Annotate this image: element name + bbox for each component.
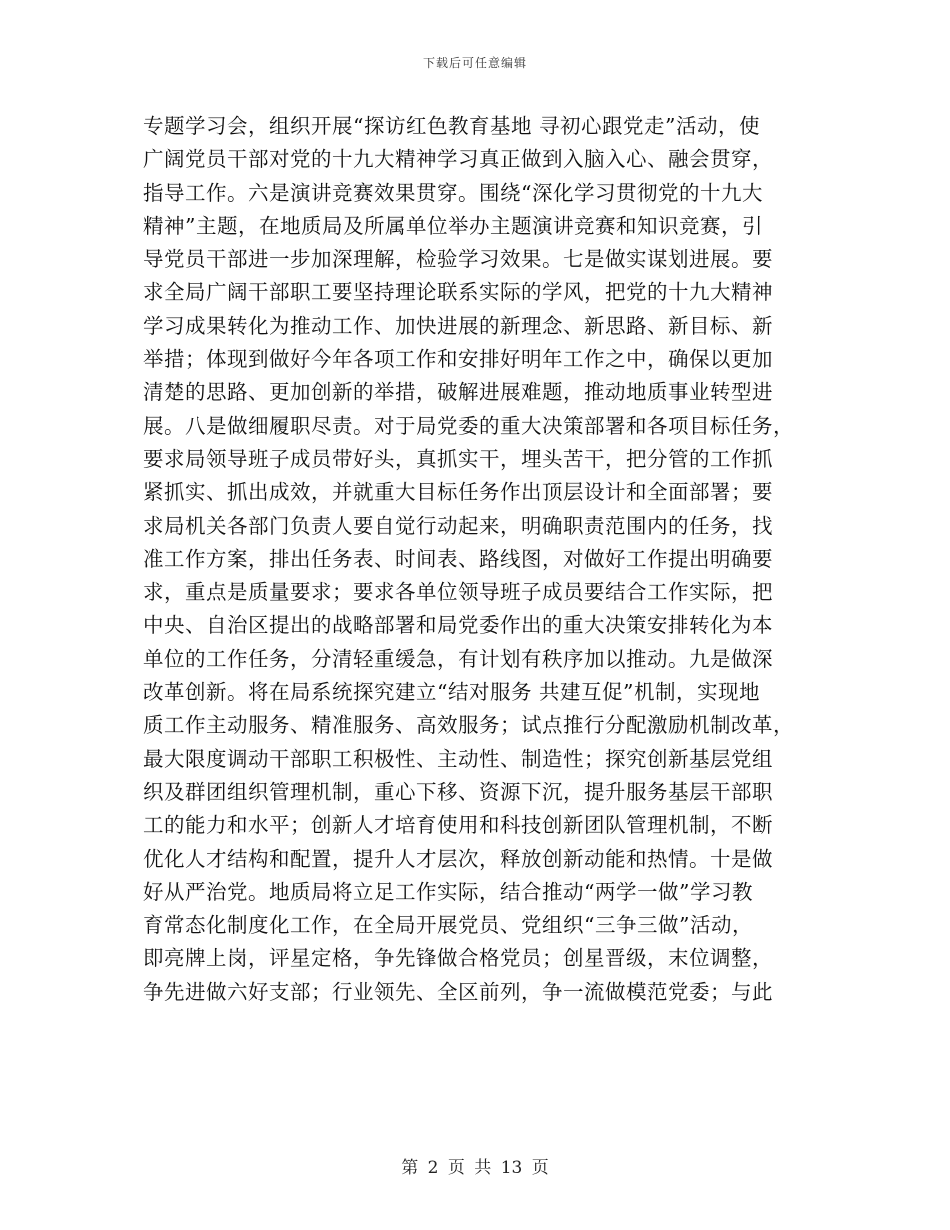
text-line: 专题学习会，组织开展“探访红色教育基地 寻初心跟党走”活动，使	[143, 114, 760, 138]
text-line: 学习成果转化为推动工作、加快进展的新理念、新思路、新目标、新	[143, 313, 773, 338]
text-line: 指导工作。六是演讲竞赛效果贯穿。围绕“深化学习贯彻党的十九大	[143, 180, 763, 205]
text-line: 广阔党员干部对党的十九大精神学习真正做到入脑入心、融会贯穿，	[143, 147, 773, 172]
text-line: 争先进做六好支部；行业领先、全区前列，争一流做模范党委；与此	[143, 979, 773, 1004]
text-line: 最大限度调动干部职工积极性、主动性、制造性；探究创新基层党组	[143, 746, 773, 771]
text-line: 紧抓实、抓出成效，并就重大目标任务作出顶层设计和全面部署；要	[143, 480, 773, 505]
text-line: 育常态化制度化工作，在全局开展党员、党组织“三争三做”活动，	[143, 913, 753, 938]
page-number: 第 2 页 共 13 页	[401, 1158, 549, 1178]
text-line: 优化人才结构和配置，提升人才层次，释放创新动能和热情。十是做	[143, 846, 773, 871]
text-line: 准工作方案，排出任务表、时间表、路线图，对做好工作提出明确要	[143, 546, 773, 571]
text-line: 展。八是做细履职尽责。对于局党委的重大决策部署和各项目标任务，	[143, 413, 794, 438]
text-line: 清楚的思路、更加创新的举措，破解进展难题，推动地质事业转型进	[143, 380, 773, 405]
text-line: 单位的工作任务，分清轻重缓急，有计划有秩序加以推动。九是做深	[143, 646, 773, 671]
text-line: 精神”主题，在地质局及所属单位举办主题演讲竞赛和知识竞赛，引	[143, 213, 763, 238]
text-line: 改革创新。将在局系统探究建立“结对服务 共建互促”机制，实现地	[143, 680, 760, 705]
text-line: 举措；体现到做好今年各项工作和安排好明年工作之中，确保以更加	[143, 347, 773, 372]
text-line: 工的能力和水平；创新人才培育使用和科技创新团队管理机制，不断	[143, 813, 773, 838]
text-line: 好从严治党。地质局将立足工作实际，结合推动“两学一做”学习教	[143, 879, 753, 904]
text-line: 求局机关各部门负责人要自觉行动起来，明确职责范围内的任务，找	[143, 513, 773, 538]
text-line: 中央、自治区提出的战略部署和局党委作出的重大决策安排转化为本	[143, 613, 773, 638]
text-line: 即亮牌上岗，评星定格，争先锋做合格党员；创星晋级，末位调整，	[143, 946, 773, 971]
body-text	[143, 110, 807, 1009]
page-header: 下载后可任意编辑	[422, 56, 527, 70]
text-line: 导党员干部进一步加深理解，检验学习效果。七是做实谋划进展。要	[143, 247, 773, 272]
text-line: 求，重点是质量要求；要求各单位领导班子成员要结合工作实际，把	[143, 580, 773, 605]
text-line: 织及群团组织管理机制，重心下移、资源下沉，提升服务基层干部职	[143, 779, 773, 804]
text-line: 求全局广阔干部职工要坚持理论联系实际的学风，把党的十九大精神	[143, 280, 773, 305]
text-line: 质工作主动服务、精准服务、高效服务；试点推行分配激励机制改革，	[143, 713, 794, 738]
text-line: 要求局领导班子成员带好头，真抓实干，埋头苦干，把分管的工作抓	[143, 446, 773, 471]
